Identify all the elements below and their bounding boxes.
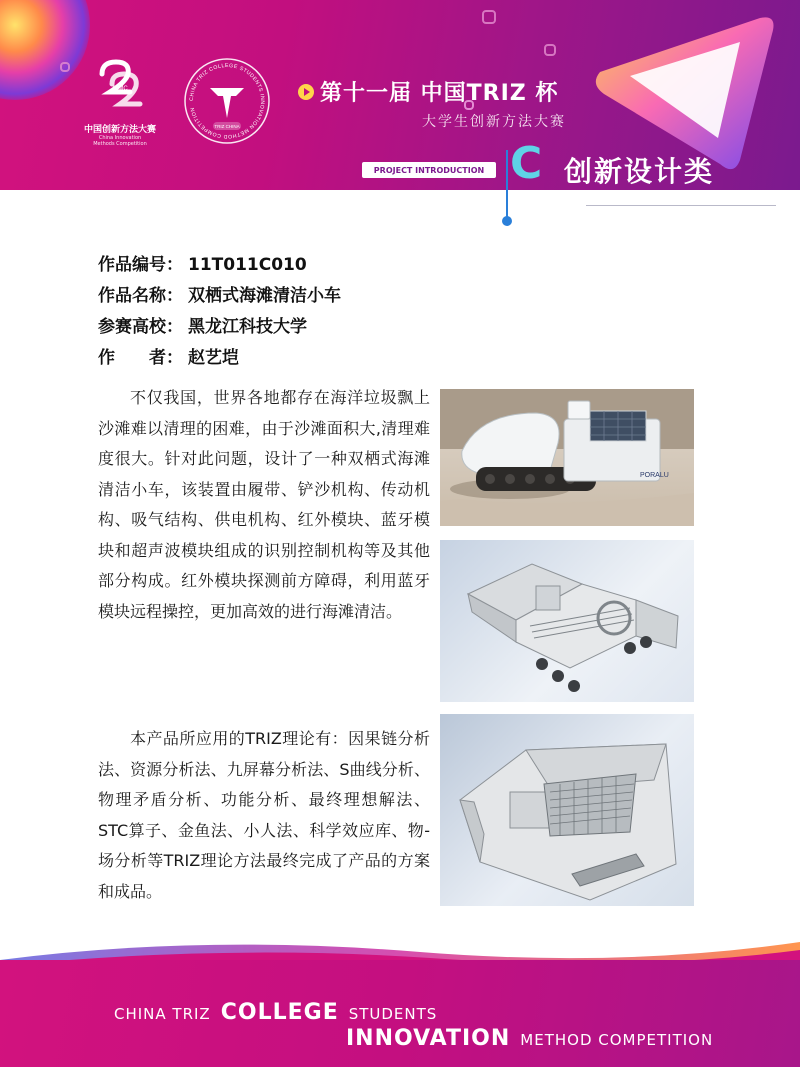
info-value: 赵艺垲 xyxy=(188,348,239,368)
footer-word: STUDENTS xyxy=(348,1005,438,1023)
footer-banner xyxy=(0,960,800,1067)
info-value: 双栖式海滩清洁小车 xyxy=(188,286,341,306)
decorative-line xyxy=(506,150,508,218)
robot-cad-render-1 xyxy=(440,540,694,702)
footer-word: INNOVATION xyxy=(346,1026,511,1051)
info-row-id xyxy=(98,250,341,281)
category-letter: C xyxy=(510,138,543,189)
info-label: 参赛高校： xyxy=(98,317,183,337)
footer-word: CHINA TRIZ xyxy=(114,1005,211,1023)
info-value: 黑龙江科技大学 xyxy=(188,317,307,337)
competition-title xyxy=(298,76,566,131)
cimc-name-cn: 中国创新方法大赛 xyxy=(83,125,156,135)
project-info xyxy=(98,250,341,374)
robot-cad-render-2 xyxy=(440,714,694,906)
footer-line-2 xyxy=(346,1026,713,1051)
decorative-square xyxy=(60,62,70,72)
description-paragraph: 不仅我国，世界各地都存在海洋垃圾飘上沙滩难以清理的困难，由于沙滩面积大,清理难度很大。针对此问题，设计了一种双栖式海滩清洁小车，该装置由履带、铲沙机构、传动机构、吸气结构、供电机构、红外模块、蓝牙模块和超声波模块组成的识别控制机构等及其他部分构成。红外模块探测前方障碍，利用蓝牙模块远程操控，更加高效的进行海滩清洁。 xyxy=(98,388,430,621)
info-label: 作品编号： xyxy=(98,255,183,275)
triz-methods-paragraph: 本产品所应用的TRIZ理论有：因果链分析法、资源分析法、九屏幕分析法、S曲线分析、物理矛盾分析、功能分析、最终理想解法、STC算子、金鱼法、小人法、科学效应库、物-场分析等TRIZ理论方法最终完成了产品的方案和成品。 xyxy=(98,729,430,901)
info-value: 11T011C010 xyxy=(188,255,307,275)
footer-line-1 xyxy=(114,1000,437,1025)
triz-seal-logo xyxy=(182,56,272,146)
svg-text:CHINA TRIZ COLLEGE STUDENTS IN: CHINA TRIZ COLLEGE STUDENTS INNOVATION METHOD COMPETITION xyxy=(188,62,266,140)
robot-beach-photo xyxy=(440,389,694,526)
decorative-line xyxy=(586,205,776,206)
decorative-glow xyxy=(0,0,90,100)
cimc-name-en-1: China Innovation xyxy=(98,135,142,141)
decorative-dot xyxy=(502,216,512,226)
decorative-square xyxy=(544,44,556,56)
title-main-text: 第十一届 中国TRIZ 杯 xyxy=(320,81,559,106)
cimc-mark-icon xyxy=(94,58,146,116)
title-main xyxy=(298,76,566,107)
decorative-triangle xyxy=(590,10,780,170)
info-row-school xyxy=(98,312,341,343)
header-banner xyxy=(0,0,800,190)
info-label: 作 者： xyxy=(98,348,183,368)
info-row-author xyxy=(98,343,341,374)
project-introduction-tag: PROJECT INTRODUCTION xyxy=(362,162,496,178)
info-row-name xyxy=(98,281,341,312)
info-label: 作品名称： xyxy=(98,286,183,306)
title-sub: 大学生创新方法大赛 xyxy=(422,114,566,130)
decorative-square xyxy=(482,10,496,24)
svg-text:CIMC: CIMC xyxy=(112,86,128,92)
footer-word: COLLEGE xyxy=(220,1000,339,1025)
svg-text:PORALU: PORALU xyxy=(640,472,669,479)
category-title: 创新设计类 xyxy=(564,155,715,188)
svg-text:TRIZ CHINA: TRIZ CHINA xyxy=(214,124,240,129)
play-icon xyxy=(298,84,314,100)
footer-word: METHOD COMPETITION xyxy=(520,1031,714,1049)
cimc-name-en-2: Methods Competition xyxy=(93,141,147,147)
cimc-logo xyxy=(80,58,160,147)
